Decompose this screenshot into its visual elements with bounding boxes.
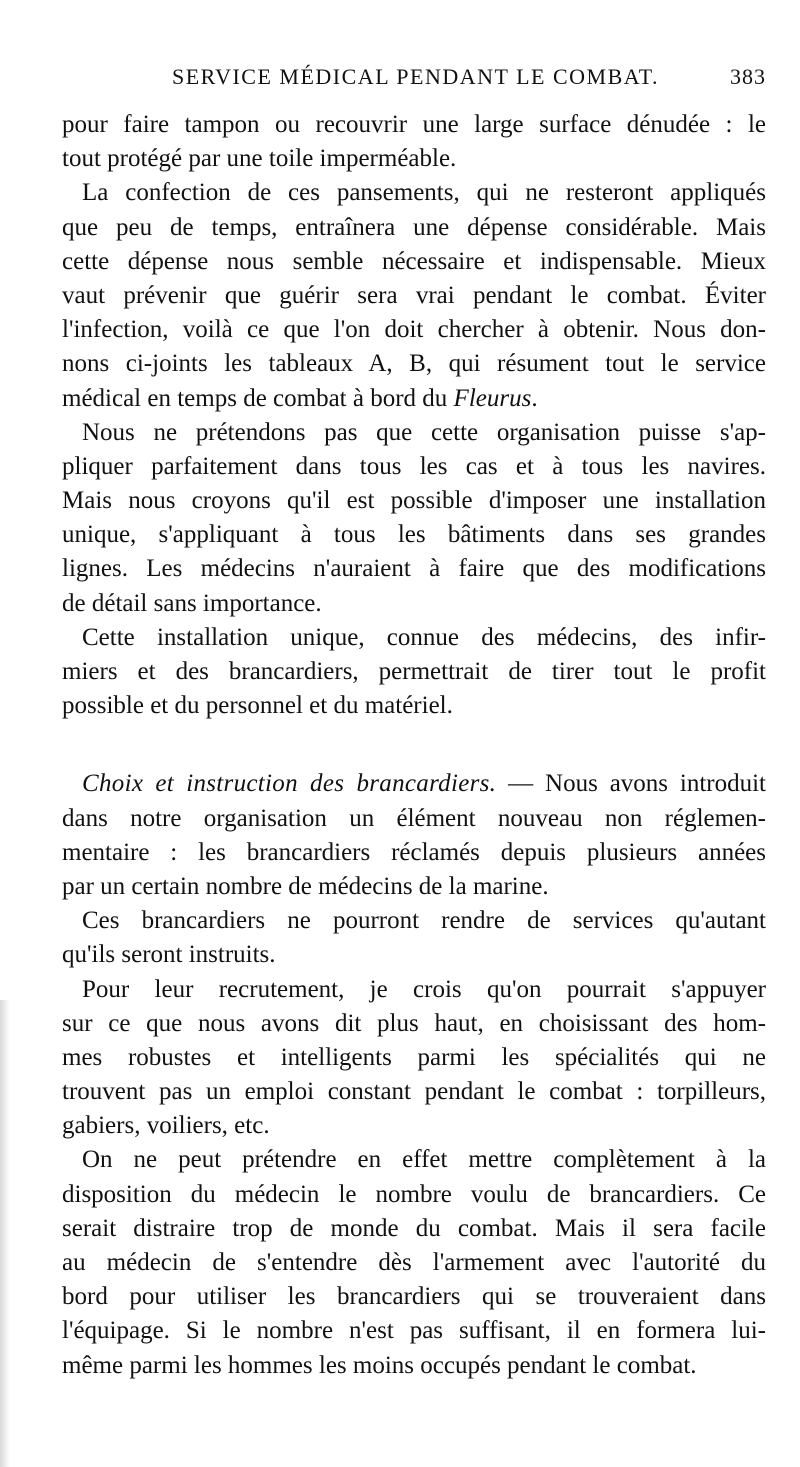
text-line: pour faire tampon ou recouvrir une large surface dénudée : le <box>62 111 766 138</box>
running-title: SERVICE MÉDICAL PENDANT LE COMBAT. <box>172 64 660 89</box>
text-line: que peu de temps, entraînera une dépense considérable. Mais <box>62 213 766 241</box>
text-line: vaut prévenir que guérir sera vrai pendant le combat. Éviter <box>62 281 766 309</box>
text-line: Ces brancardiers ne pourront rendre de services qu'autant <box>82 907 766 935</box>
text-line: La confection de ces pansements, qui ne resteront appliqués <box>82 179 766 207</box>
text-line: l'équipage. Si le nombre n'est pas suffisant, il en formera lui- <box>62 1317 766 1345</box>
text-line: pliquer parfaitement dans tous les cas et à tous les navires. <box>62 452 766 480</box>
text-line <box>62 382 766 416</box>
body-text <box>62 108 766 1383</box>
paragraph <box>62 1143 766 1382</box>
section-heading: Choix et instruction des brancardiers. <box>82 770 497 798</box>
text-line: Nous ne prétendons pas que cette organisation puisse s'ap- <box>82 418 766 446</box>
text-line: trouvent pas un emploi constant pendant le combat : torpilleurs, <box>62 1078 766 1106</box>
text-line: gabiers, voiliers, etc. <box>62 1112 270 1140</box>
text-line: au médecin de s'entendre dès l'armement avec l'autorité du <box>62 1249 766 1276</box>
text-line: possible et du personnel et du matériel. <box>62 692 453 720</box>
text-line: unique, s'appliquant à tous les bâtiments dans ses grandes <box>62 521 766 549</box>
paragraph <box>62 973 766 1144</box>
text-line: dans notre organisation un élément nouveau non réglemen- <box>62 804 766 832</box>
text-line: tout protégé par une toile imperméable. <box>62 145 457 173</box>
text-line: même parmi les hommes les moins occupés pendant le combat. <box>62 1351 697 1379</box>
text-line: miers et des brancardiers, permettrait de tirer tout le profit <box>62 658 766 685</box>
paragraph <box>62 904 766 972</box>
text-line: mes robustes et intelligents parmi les spécialités qui ne <box>62 1043 766 1071</box>
section-gap <box>62 723 766 767</box>
paragraph <box>62 108 766 176</box>
text-line: Mais nous croyons qu'il est possible d'imposer une installation <box>62 487 766 515</box>
text-line: l'infection, voilà ce que l'on doit chercher à obtenir. Nous don- <box>62 316 766 344</box>
text-fragment: médical en temps de combat à bord du <box>62 384 454 412</box>
text-line: de détail sans importance. <box>62 589 322 617</box>
text-fragment: — Nous avons introduit <box>496 770 767 798</box>
text-line: Cette installation unique, connue des médecins, des infir- <box>82 623 766 651</box>
text-line: cette dépense nous semble nécessaire et indispensable. Mieux <box>62 247 766 275</box>
paragraph <box>62 767 766 904</box>
text-line: Pour leur recrutement, je crois qu'on pourrait s'appuyer <box>82 975 766 1003</box>
text-line <box>62 767 766 801</box>
text-line: bord pour utiliser les brancardiers qui se trouveraient dans <box>62 1283 766 1311</box>
text-line: qu'ils seront instruits. <box>62 941 276 969</box>
text-fragment: . <box>531 384 538 412</box>
paragraph <box>62 621 766 724</box>
page-number: 383 <box>730 64 766 89</box>
text-line: serait distraire trop de monde du combat. Mais il sera facile <box>62 1214 766 1242</box>
text-line: lignes. Les médecins n'auraient à faire que des modifications <box>62 555 766 583</box>
running-head <box>62 64 766 98</box>
ship-name: Fleurus <box>453 384 532 412</box>
text-line: sur ce que nous avons dit plus haut, en choisissant des hom- <box>62 1009 766 1037</box>
paragraph <box>62 176 766 415</box>
paragraph <box>62 416 766 621</box>
text-line: par un certain nombre de médecins de la marine. <box>62 872 549 900</box>
text-line: mentaire : les brancardiers réclamés depuis plusieurs années <box>62 838 766 866</box>
text-line: On ne peut prétendre en effet mettre complètement à la <box>82 1146 766 1174</box>
text-line: nons ci-joints les tableaux A, B, qui résument tout le service <box>62 350 766 378</box>
page-edge-shadow <box>0 1000 10 1467</box>
text-line: disposition du médecin le nombre voulu de brancardiers. Ce <box>62 1180 766 1208</box>
